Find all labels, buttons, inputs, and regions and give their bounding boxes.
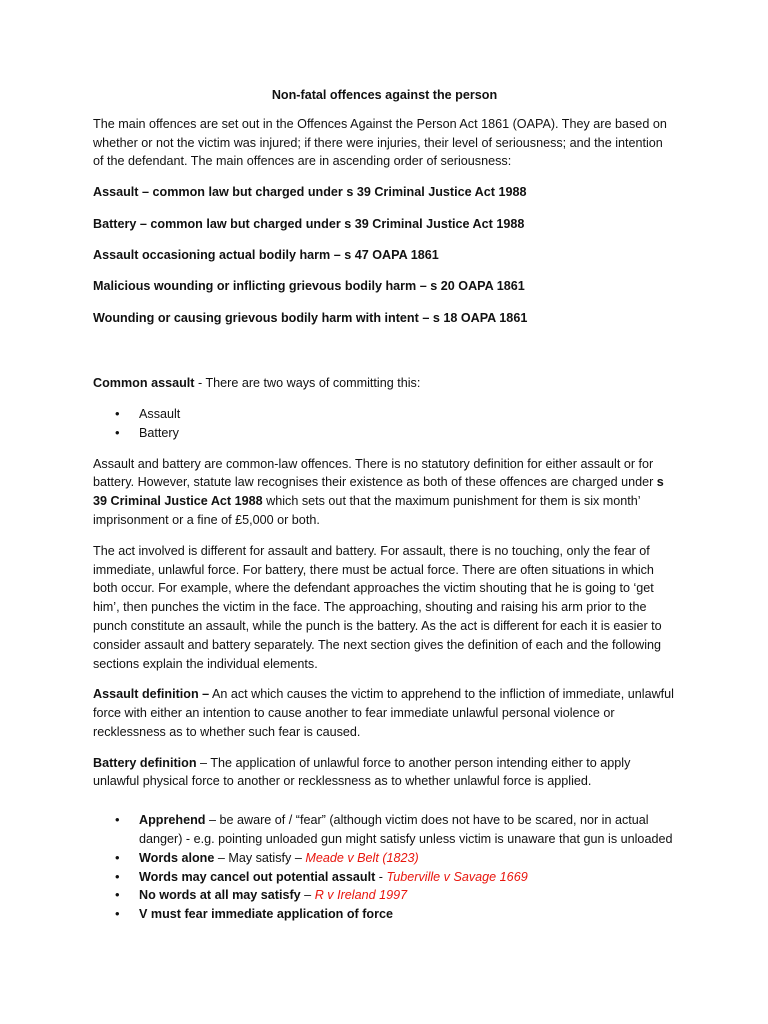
document-title: Non-fatal offences against the person [271,88,498,102]
common-law-paragraph [93,455,676,530]
intro-paragraph: The main offences are set out in the Offences Against the Person Act 1861 (OAPA). They are based on whether or not the victim was injured; if there were injuries, their level of seriousness; and the intention of the defendant. The main offences are in ascending order of seriousness: [93,116,667,169]
offence-line: Assault – common law but charged under s 39 Criminal Justice Act 1988 [93,185,527,200]
statute-reference: s 39 Criminal Justice Act 1988 [93,475,664,509]
offence-line: Assault occasioning actual bodily harm – s 47 OAPA 1861 [93,247,439,262]
list-item [93,886,676,905]
list-item: • Assault [93,405,676,424]
act-paragraph: The act involved is different for assault and battery. For assault, there is no touching, only the fear of immediate, unlawful force. For battery, there must be actual force. There are often situations in which both occur. For example, where the defendant approaches the victim shouting that he is going to ‘get him’, then punches the victim in the face. The approaching, shouting and raising his arm prior to the punch constitute an assault, while the punch is the battery. As the act is different for each it is easier to consider assault and battery separately. The next section gives the definition of each and the following sections explain the individual elements. [93,543,662,671]
list-item [93,849,676,868]
case-citation: R v Ireland 1997 [314,888,408,903]
note-text: – [300,888,315,903]
battery-definition-text: – The application of unlawful force to another person intending either to apply unlawful physical force to another or recklessness as to whether unlawful force is applied. [93,755,631,789]
list-item: • Battery [93,424,676,443]
list-item [93,811,676,849]
note-term: Apprehend [139,813,206,828]
assault-definition-paragraph [93,685,676,741]
list-item [93,868,676,887]
ways-list [93,405,676,443]
common-law-text-end: which sets out that the maximum punishment for them is six month’ imprisonment or a fine of £5,000 or both. [93,494,641,527]
note-term: No words at all may satisfy [139,888,301,903]
offence-line: Battery – common law but charged under s 39 Criminal Justice Act 1988 [93,216,525,231]
common-assault-text: - There are two ways of committing this: [194,376,421,391]
list-item [93,905,676,924]
note-term: Words may cancel out potential assault [139,869,376,884]
offence-line: Malicious wounding or inflicting grievous bodily harm – s 20 OAPA 1861 [93,279,525,294]
note-term: Words alone [139,850,215,865]
note-text: – May satisfy – [214,850,306,865]
offence-line: Wounding or causing grievous bodily harm with intent – s 18 OAPA 1861 [93,310,528,325]
common-assault-paragraph [93,374,676,393]
note-text: - [375,869,387,884]
assault-definition-text: An act which causes the victim to apprehend to the infliction of immediate, unlawful force with either an intention to cause another to fear immediate unlawful personal violence or recklessness as to whether such fear is caused. [93,687,674,739]
elements-list [93,811,676,924]
blank-line [93,340,676,374]
battery-definition-label: Battery definition [93,755,197,770]
battery-definition-paragraph [93,754,676,792]
common-assault-label: Common assault [93,376,195,391]
assault-definition-label: Assault definition – [93,687,210,702]
note-text: – be aware of / “fear” (although victim does not have to be scared, nor in actual danger) - e.g. pointing unloaded gun might satisfy unless victim is unaware that gun is unloaded [139,813,673,847]
note-term: V must fear immediate application of force [139,907,394,922]
common-law-text: Assault and battery are common-law offences. There is no statutory definition for either assault or for battery. However, statute law recognises their existence as both of these offences are charged under [93,456,657,490]
case-citation: Tuberville v Savage 1669 [386,869,528,884]
case-citation: Meade v Belt (1823) [305,850,419,865]
